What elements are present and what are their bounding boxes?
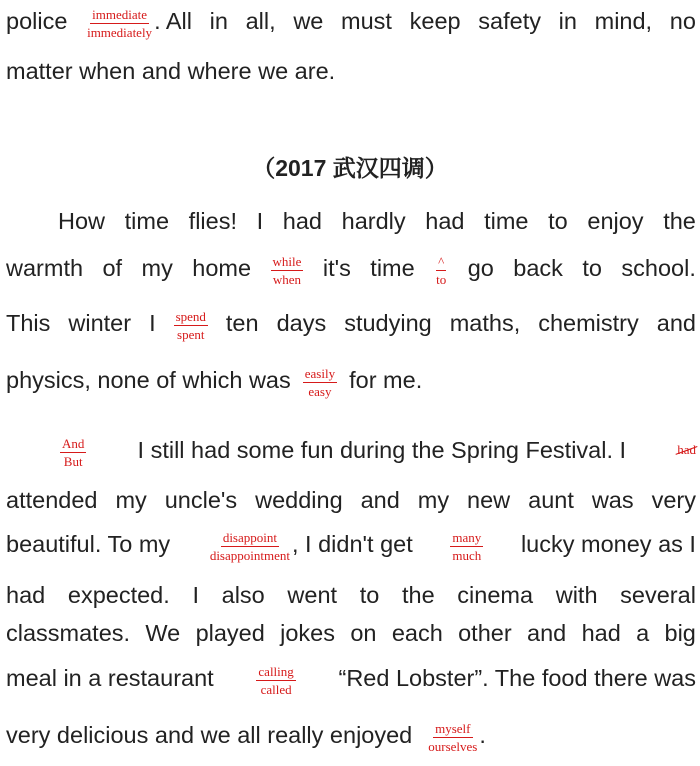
- original-word: And: [62, 435, 85, 451]
- word: to: [582, 255, 602, 281]
- word: a: [636, 620, 650, 646]
- word: my: [141, 255, 173, 281]
- word: and: [656, 310, 696, 336]
- word: with: [555, 582, 598, 608]
- word: wedding: [255, 487, 343, 513]
- text-line: [6, 579, 696, 611]
- word: big: [664, 620, 696, 646]
- word: and: [527, 620, 567, 646]
- corrected-word: disappointment: [209, 547, 290, 563]
- inserted-word: to: [436, 271, 447, 287]
- word: uncle's: [164, 487, 238, 513]
- word: it's: [322, 255, 351, 281]
- word: my: [417, 487, 450, 513]
- word: winter: [68, 310, 132, 336]
- original-word: spend: [175, 308, 206, 324]
- word: time: [370, 255, 415, 281]
- word: jokes: [280, 620, 336, 646]
- insertion-mark: [434, 254, 448, 287]
- original-word: calling: [258, 663, 294, 679]
- word: cinema: [457, 582, 534, 608]
- text-run: physics, none of which was: [6, 367, 291, 393]
- word: went: [287, 582, 338, 608]
- word: This: [6, 310, 51, 336]
- text-line: [6, 307, 696, 342]
- original-word: immediate: [92, 6, 147, 22]
- word: police: [6, 8, 68, 34]
- text-line: [6, 252, 696, 287]
- correction-mark: [271, 254, 304, 287]
- word: warmth: [6, 255, 84, 281]
- word: studying: [344, 310, 432, 336]
- text-run: I still had some fun during the Spring Festival. I: [137, 437, 627, 463]
- text-line: [58, 205, 696, 237]
- word: mind,: [594, 8, 653, 34]
- word: was: [591, 487, 634, 513]
- word: new: [467, 487, 511, 513]
- word: maths,: [449, 310, 521, 336]
- word: had: [282, 208, 322, 234]
- text-line: [6, 719, 696, 754]
- text-line: [6, 55, 696, 87]
- word: classmates.: [6, 620, 131, 646]
- text-run: meal in a restaurant: [6, 665, 214, 691]
- word: time: [484, 208, 529, 234]
- word: I: [192, 582, 199, 608]
- word: chemistry: [538, 310, 639, 336]
- text-run: “Red Lobster”. The food there was: [338, 665, 696, 691]
- word: ten: [225, 310, 259, 336]
- correction-mark: [426, 721, 479, 754]
- original-word: many: [452, 529, 482, 545]
- text-run: , I didn't get: [291, 531, 413, 557]
- section-heading: （2017 武汉四调）: [252, 155, 448, 181]
- text-line: [6, 528, 696, 563]
- word: How: [58, 208, 106, 234]
- word: school.: [621, 255, 696, 281]
- word: expected.: [67, 582, 170, 608]
- word: to: [359, 582, 380, 608]
- word: home: [192, 255, 252, 281]
- word: no: [669, 8, 696, 34]
- word: . All: [154, 8, 192, 34]
- corrected-word: ourselves: [428, 738, 478, 754]
- correction-mark: [303, 366, 337, 399]
- text-line: [6, 364, 696, 399]
- word: to: [548, 208, 568, 234]
- word: had: [581, 620, 621, 646]
- word: had: [6, 582, 46, 608]
- corrected-word: easy: [308, 383, 332, 399]
- corrected-word: much: [452, 547, 482, 563]
- word: each: [391, 620, 443, 646]
- correction-mark: [256, 664, 295, 697]
- text-line: [6, 5, 696, 40]
- word: keep: [409, 8, 461, 34]
- word: safety: [478, 8, 541, 34]
- word: back: [513, 255, 563, 281]
- word: flies!: [188, 208, 237, 234]
- original-word: disappoint: [222, 529, 277, 545]
- word: in: [209, 8, 228, 34]
- word: days: [276, 310, 327, 336]
- word: must: [341, 8, 392, 34]
- word: the: [401, 582, 435, 608]
- text-run: very delicious and we all really enjoyed: [6, 722, 413, 748]
- word: aunt: [528, 487, 574, 513]
- word: We: [145, 620, 181, 646]
- correction-mark: [85, 7, 154, 40]
- text-run: lucky money as I: [520, 531, 696, 557]
- correction-mark: [208, 530, 292, 563]
- text-line: [60, 434, 696, 469]
- word: time: [124, 208, 170, 234]
- text-line: [6, 617, 696, 649]
- word: hardly: [341, 208, 406, 234]
- word: of: [102, 255, 123, 281]
- word: enjoy: [587, 208, 644, 234]
- corrected-word: when: [272, 271, 302, 287]
- word: other: [458, 620, 512, 646]
- corrected-word: immediately: [87, 24, 153, 40]
- word: attended: [6, 487, 98, 513]
- word: I: [149, 310, 156, 336]
- text-run: matter when and where we are.: [6, 58, 336, 84]
- correction-mark: [174, 309, 208, 342]
- word: go: [467, 255, 494, 281]
- word: and: [360, 487, 400, 513]
- text-run: for me.: [349, 367, 423, 393]
- word: we: [293, 8, 324, 34]
- word: had: [425, 208, 465, 234]
- word: my: [115, 487, 147, 513]
- word: on: [350, 620, 377, 646]
- word: the: [663, 208, 696, 234]
- deleted-word: had: [677, 434, 696, 466]
- word: played: [195, 620, 265, 646]
- original-word: easily: [304, 365, 336, 381]
- correction-mark: [450, 530, 483, 563]
- text-run: .: [479, 722, 486, 748]
- corrected-word: called: [260, 681, 292, 697]
- text-line: [6, 662, 696, 697]
- text-line: [6, 484, 696, 516]
- word: all,: [245, 8, 276, 34]
- word: I: [256, 208, 264, 234]
- original-word: myself: [435, 720, 471, 736]
- correction-mark: [60, 436, 86, 469]
- original-word: while: [272, 253, 302, 269]
- word: very: [651, 487, 696, 513]
- word: in: [558, 8, 577, 34]
- caret-icon: ^: [438, 253, 445, 269]
- word: also: [221, 582, 265, 608]
- word: several: [620, 582, 696, 608]
- corrected-word: But: [63, 453, 83, 469]
- corrected-word: spent: [177, 326, 205, 342]
- text-run: beautiful. To my: [6, 531, 171, 557]
